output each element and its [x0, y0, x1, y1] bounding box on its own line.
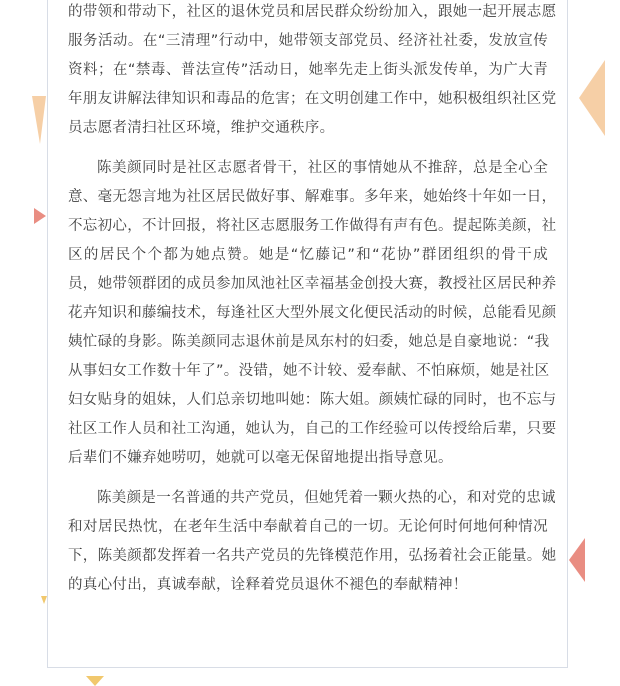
text-line: 陈美颜是一名普通的共产党员，但她凭着一颗火热的心，和对党的忠诚 [97, 490, 556, 506]
text-line: 妇女贴身的姐妹，人们总亲切地叫她：陈大姐。颜姨忙碌的同时，也不忘与 [68, 392, 557, 408]
text-line: 的真心付出，真诚奉献，诠释着党员退休不褪色的奉献精神！ [68, 577, 468, 593]
paragraph-gap [68, 473, 548, 484]
text-line: 花卉知识和藤编技术，每逢社区大型外展文化便民活动的时候，总能看见颜 [68, 305, 557, 321]
text-line: 年朋友讲解法律知识和毒品的危害；在文明创建工作中，她积极组织社区党 [68, 91, 557, 107]
text-line: 姨忙碌的身影。陈美颜同志退休前是凤东村的妇委，她总是自豪地说：“我 [68, 334, 550, 350]
text-line: 的带领和带动下，社区的退休党员和居民群众纷纷加入，跟她一起开展志愿 [68, 4, 557, 20]
text-line: 意、毫无怨言地为社区居民做好事、解难事。多年来，她始终十年如一日， [68, 189, 557, 205]
text-line: 社区工作人员和社工沟通，她认为，自己的工作经验可以传授给后辈，只要 [68, 421, 557, 437]
text-line: 员，她带领群团的成员参加凤池社区幸福基金创投大赛，教授社区居民种养 [68, 276, 557, 292]
text-line: 员志愿者清扫社区环境，维护交通秩序。 [68, 120, 335, 136]
text-line: 资料；在“禁毒、普法宣传”活动日，她率先走上街头派发传单，为广大青 [68, 62, 548, 78]
article-body [68, 0, 557, 600]
decorative-yellow-triangle-bottom [86, 676, 104, 686]
paragraph-gap [68, 143, 548, 154]
paragraph-1 [68, 0, 557, 143]
article-card [47, 0, 568, 668]
text-line: 从事妇女工作数十年了”。没错，她不计较、爱奉献、不怕麻烦，她是社区 [68, 363, 550, 379]
text-line: 陈美颜同时是社区志愿者骨干，社区的事情她从不推辞，总是全心全 [97, 160, 548, 176]
decorative-red-triangle-left [34, 208, 46, 224]
text-line: 区的居民个个都为她点赞。她是“忆藤记”和“花协”群团组织的骨干成 [68, 247, 548, 263]
paragraph-3 [68, 484, 557, 600]
decorative-peach-triangle-right [579, 60, 605, 136]
text-line: 和对居民热忱，在老年生活中奉献着自己的一切。无论何时何地何种情况 [68, 519, 548, 535]
text-line: 后辈们不嫌弃她唠叨，她就可以毫无保留地提出指导意见。 [68, 450, 453, 466]
decorative-peach-triangle-left [32, 96, 46, 144]
paragraph-2 [68, 154, 557, 473]
decorative-red-triangle-right [569, 538, 585, 582]
text-line: 下，陈美颜都发挥着一名共产党员的先锋模范作用，弘扬着社会正能量。她 [68, 548, 557, 564]
text-line: 不忘初心，不计回报，将社区志愿服务工作做得有声有色。提起陈美颜，社 [68, 218, 557, 234]
text-line: 服务活动。在“三清理”行动中，她带领支部党员、经济社社委，发放宣传 [68, 33, 548, 49]
